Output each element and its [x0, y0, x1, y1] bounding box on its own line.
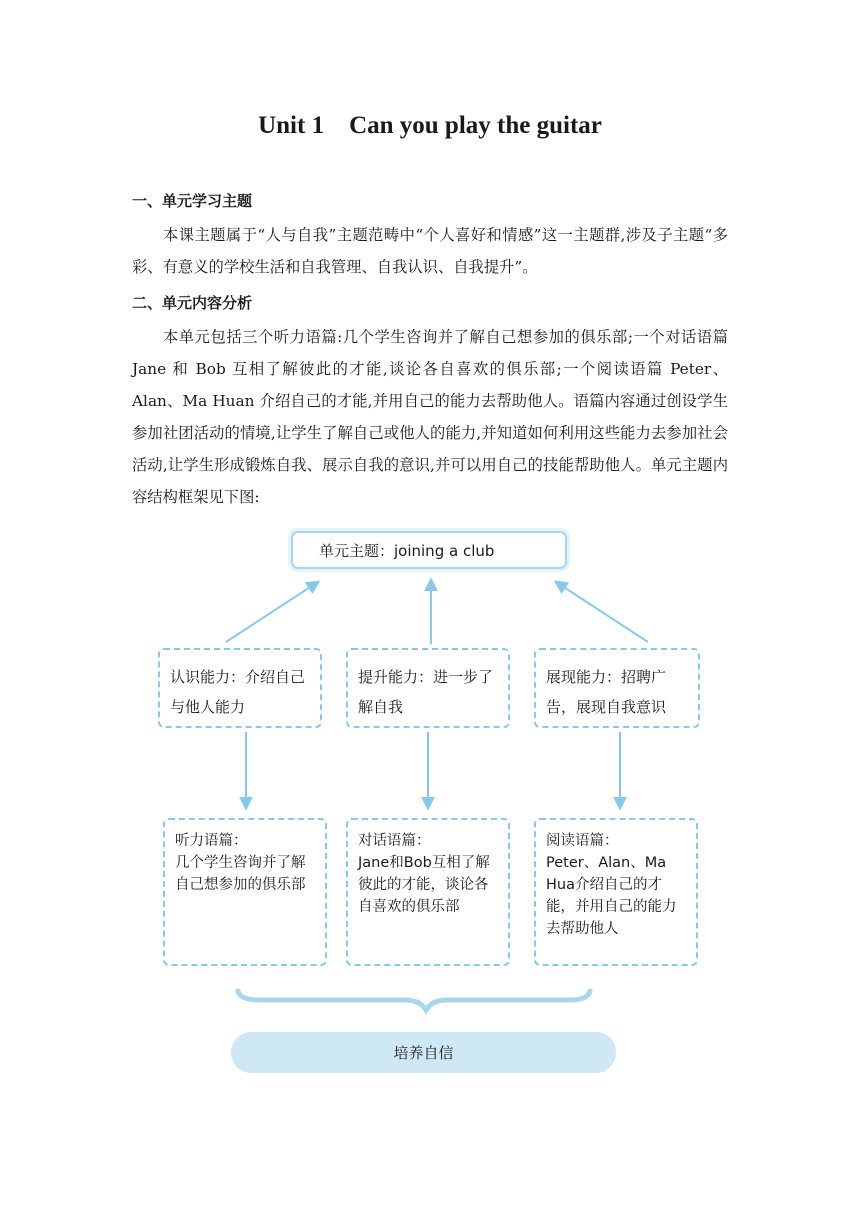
text-box-reading [534, 818, 698, 966]
unit-topic-box [291, 531, 567, 569]
unit-topic-label: 单元主题：joining a club [319, 541, 495, 560]
text-box-dialogue-body: Jane和Bob互相了解彼此的才能，谈论各自喜欢的俱乐部 [358, 855, 490, 915]
paragraph-theme: 本课主题属于“人与自我”主题范畴中“个人喜好和情感”这一主题群,涉及子主题“多彩、有意义的学校生活和自我管理、自我认识、自我提升”。 [132, 226, 728, 276]
ability-box-show [534, 648, 700, 728]
goal-label: 培养自信 [393, 1044, 454, 1062]
document-title: Unit 1 Can you play the guitar [258, 112, 602, 139]
text-box-dialogue-heading: 对话语篇： [358, 833, 431, 849]
text-box-listening [163, 818, 327, 966]
goal-pill [231, 1032, 616, 1073]
arrow-left-up [226, 582, 318, 642]
ability-box-improve [346, 648, 510, 728]
ability-label-improve: 提升能力：进一步了解自我 [358, 668, 494, 716]
section-heading-content: 二、单元内容分析 [132, 294, 253, 312]
ability-label-show: 展现能力：招聘广告，展现自我意识 [546, 668, 667, 716]
text-box-dialogue [346, 818, 510, 966]
ability-label-recognize: 认识能力：介绍自己与他人能力 [170, 668, 306, 716]
section-heading-theme: 一、单元学习主题 [132, 192, 253, 210]
text-box-reading-body: Peter、Alan、Ma Hua介绍自己的才能，并用自己的能力去帮助他人 [546, 855, 677, 937]
paragraph-content: 本单元包括三个听力语篇:几个学生咨询并了解自己想参加的俱乐部;一个对话语篇 Jane 和 Bob 互相了解彼此的才能,谈论各自喜欢的俱乐部;一个阅读语篇 Peter、Alan、Ma Huan 介绍自己的才能,并用自己的能力去帮助他人。语篇内容通过创设学生参加社团活动的情境,让学生了解自己或他人的能力,并知道如何利用这些能力去参加社会活动,让学生形成锻炼自我、展示自我的意识,并可以用自己的技能帮助他人。单元主题内容结构框架见下图: [132, 328, 728, 506]
ability-box-recognize [158, 648, 322, 728]
text-box-listening-body: 几个学生咨询并了解自己想参加的俱乐部 [175, 855, 306, 893]
curly-brace [238, 991, 590, 1010]
arrow-right-up [556, 582, 648, 642]
text-box-reading-heading: 阅读语篇： [546, 833, 619, 849]
text-box-listening-heading: 听力语篇： [175, 833, 248, 849]
